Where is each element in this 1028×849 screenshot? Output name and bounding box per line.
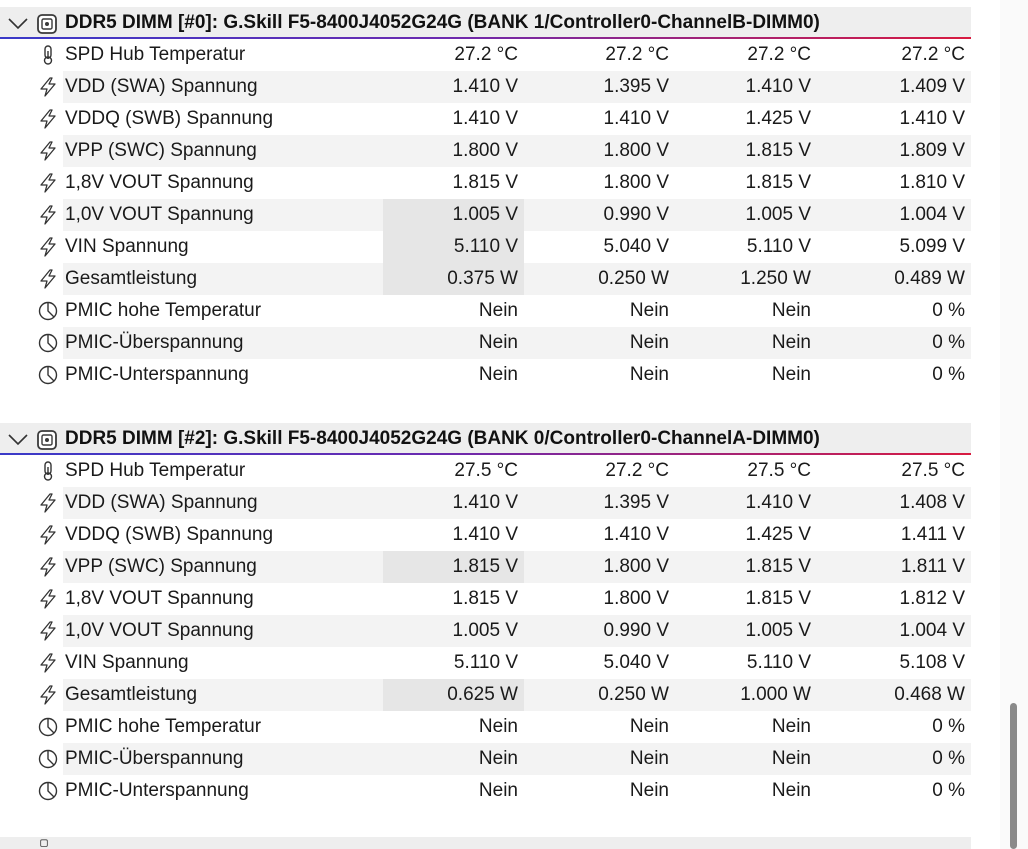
sensor-label: 1,8V VOUT Spannung <box>65 172 254 193</box>
max-value: 1.250 W <box>740 268 811 289</box>
min-value: 1.800 V <box>603 172 669 193</box>
thermometer-icon <box>37 44 59 66</box>
sensor-row[interactable] <box>0 775 971 807</box>
memory-chip-icon <box>35 12 59 36</box>
min-value: Nein <box>629 332 669 353</box>
avg-value: 5.099 V <box>899 236 965 257</box>
group-title: DDR5 DIMM [#2]: G.Skill F5-8400J4052G24G (BANK 0/Controller0-ChannelA-DIMM0) <box>65 428 820 449</box>
avg-value: 1.411 V <box>900 524 965 545</box>
current-value: Nein <box>478 780 518 801</box>
max-value: Nein <box>771 332 811 353</box>
avg-value: 0 % <box>932 716 965 737</box>
min-value: Nein <box>629 716 669 737</box>
clock-icon <box>37 300 59 322</box>
min-value: 27.2 °C <box>605 460 669 481</box>
max-value: 1.005 V <box>745 620 811 641</box>
lightning-icon <box>37 652 59 674</box>
clock-icon <box>37 716 59 738</box>
sensor-row[interactable] <box>0 455 971 487</box>
sensor-row[interactable] <box>0 359 971 391</box>
lightning-icon <box>37 556 59 578</box>
group-header[interactable] <box>0 7 971 39</box>
avg-value: 0 % <box>932 332 965 353</box>
scrollbar-thumb[interactable] <box>1010 703 1017 849</box>
current-value: Nein <box>478 748 518 769</box>
sensor-row[interactable] <box>0 551 971 583</box>
sensor-label: VDDQ (SWB) Spannung <box>65 108 274 129</box>
max-value: 1.000 W <box>740 684 811 705</box>
avg-value: 1.410 V <box>899 108 965 129</box>
max-value: 1.815 V <box>745 556 811 577</box>
sensor-label: VPP (SWC) Spannung <box>65 140 257 161</box>
max-value: 1.425 V <box>745 108 811 129</box>
max-value: Nein <box>771 780 811 801</box>
sensor-row[interactable] <box>0 39 971 71</box>
sensor-row[interactable] <box>0 263 971 295</box>
lightning-icon <box>37 204 59 226</box>
lightning-icon <box>37 140 59 162</box>
max-value: 1.005 V <box>745 204 811 225</box>
max-value: 1.815 V <box>745 140 811 161</box>
sensor-label: VDD (SWA) Spannung <box>65 76 258 97</box>
sensor-row[interactable] <box>0 583 971 615</box>
thermometer-icon <box>37 460 59 482</box>
sensor-row[interactable] <box>0 615 971 647</box>
max-value: Nein <box>771 716 811 737</box>
avg-value: 1.809 V <box>899 140 965 161</box>
lightning-icon <box>37 236 59 258</box>
avg-value: 27.5 °C <box>901 460 965 481</box>
sensor-label: VDD (SWA) Spannung <box>65 492 258 513</box>
sensor-row[interactable] <box>0 103 971 135</box>
min-value: 1.800 V <box>603 556 669 577</box>
sensor-label: 1,8V VOUT Spannung <box>65 588 254 609</box>
sensor-label: SPD Hub Temperatur <box>65 460 246 481</box>
sensor-row[interactable] <box>0 71 971 103</box>
group-title: DDR5 DIMM [#0]: G.Skill F5-8400J4052G24G (BANK 1/Controller0-ChannelB-DIMM0) <box>65 12 820 33</box>
avg-value: 0 % <box>932 748 965 769</box>
min-value: 0.990 V <box>603 620 669 641</box>
min-value: Nein <box>629 300 669 321</box>
avg-value: 1.408 V <box>899 492 965 513</box>
max-value: 5.110 V <box>746 652 811 673</box>
next-group-header[interactable] <box>0 837 971 849</box>
sensor-label: VIN Spannung <box>65 652 189 673</box>
sensor-row[interactable] <box>0 487 971 519</box>
max-value: 1.815 V <box>745 588 811 609</box>
min-value: Nein <box>629 364 669 385</box>
min-value: 27.2 °C <box>605 44 669 65</box>
max-value: 1.410 V <box>745 492 811 513</box>
min-value: 1.410 V <box>603 108 669 129</box>
avg-value: 0.468 W <box>894 684 965 705</box>
avg-value: 0 % <box>932 364 965 385</box>
avg-value: 0.489 W <box>894 268 965 289</box>
sensor-row[interactable] <box>0 711 971 743</box>
max-value: Nein <box>771 364 811 385</box>
sensor-label: PMIC-Überspannung <box>65 748 244 769</box>
avg-value: 1.810 V <box>899 172 965 193</box>
lightning-icon <box>37 76 59 98</box>
max-value: 1.410 V <box>745 76 811 97</box>
sensor-label: 1,0V VOUT Spannung <box>65 620 254 641</box>
current-value: 1.410 V <box>452 492 518 513</box>
avg-value: 0 % <box>932 300 965 321</box>
sensor-label: PMIC hohe Temperatur <box>65 716 262 737</box>
sensor-label: Gesamtleistung <box>65 268 198 289</box>
max-value: 27.2 °C <box>747 44 811 65</box>
clock-icon <box>37 332 59 354</box>
sensor-row[interactable] <box>0 647 971 679</box>
current-value: Nein <box>478 364 518 385</box>
current-value: 1.800 V <box>452 140 518 161</box>
max-value: 1.425 V <box>745 524 811 545</box>
max-value: 27.5 °C <box>747 460 811 481</box>
max-value: Nein <box>771 748 811 769</box>
lightning-icon <box>37 524 59 546</box>
min-value: 1.395 V <box>603 76 669 97</box>
sensor-row[interactable] <box>0 135 971 167</box>
min-value: 0.990 V <box>603 204 669 225</box>
sensor-label: PMIC hohe Temperatur <box>65 300 262 321</box>
lightning-icon <box>37 268 59 290</box>
min-value: Nein <box>629 780 669 801</box>
sensor-group <box>0 423 971 807</box>
sensor-row[interactable] <box>0 167 971 199</box>
min-value: 1.800 V <box>603 588 669 609</box>
sensor-row[interactable] <box>0 231 971 263</box>
sensor-label: Gesamtleistung <box>65 684 198 705</box>
current-value: 1.815 V <box>383 551 524 583</box>
avg-value: 1.811 V <box>900 556 965 577</box>
current-value: 0.625 W <box>383 679 524 711</box>
sensor-label: VPP (SWC) Spannung <box>65 556 257 577</box>
current-value: 1.815 V <box>452 588 518 609</box>
min-value: 0.250 W <box>598 684 669 705</box>
avg-value: 1.004 V <box>899 204 965 225</box>
sensor-row[interactable] <box>0 199 971 231</box>
sensor-group <box>0 7 971 391</box>
sensor-row[interactable] <box>0 327 971 359</box>
lightning-icon <box>37 684 59 706</box>
memory-chip-icon <box>35 428 59 452</box>
current-value: 1.815 V <box>452 172 518 193</box>
min-value: Nein <box>629 748 669 769</box>
lightning-icon <box>37 108 59 130</box>
sensor-row[interactable] <box>0 519 971 551</box>
chevron-down-icon[interactable] <box>6 431 30 449</box>
sensor-label: 1,0V VOUT Spannung <box>65 204 254 225</box>
current-value: 1.410 V <box>452 76 518 97</box>
avg-value: 5.108 V <box>899 652 965 673</box>
min-value: 5.040 V <box>603 652 669 673</box>
avg-value: 27.2 °C <box>901 44 965 65</box>
avg-value: 1.409 V <box>899 76 965 97</box>
chip-icon <box>35 839 53 849</box>
lightning-icon <box>37 588 59 610</box>
current-value: 5.110 V <box>453 652 518 673</box>
min-value: 1.410 V <box>603 524 669 545</box>
min-value: 1.395 V <box>603 492 669 513</box>
min-value: 0.250 W <box>598 268 669 289</box>
lightning-icon <box>37 492 59 514</box>
clock-icon <box>37 780 59 802</box>
current-value: 27.2 °C <box>454 44 518 65</box>
current-value: 5.110 V <box>383 231 524 263</box>
current-value: 1.410 V <box>452 108 518 129</box>
min-value: 1.800 V <box>603 140 669 161</box>
sensor-label: PMIC-Unterspannung <box>65 780 249 801</box>
current-value: Nein <box>478 716 518 737</box>
chevron-down-icon[interactable] <box>6 15 30 33</box>
lightning-icon <box>37 172 59 194</box>
sensor-label: PMIC-Überspannung <box>65 332 244 353</box>
avg-value: 0 % <box>932 780 965 801</box>
sensor-row[interactable] <box>0 743 971 775</box>
sensor-label: VIN Spannung <box>65 236 189 257</box>
group-header[interactable] <box>0 423 971 455</box>
sensor-row[interactable] <box>0 679 971 711</box>
clock-icon <box>37 364 59 386</box>
clock-icon <box>37 748 59 770</box>
lightning-icon <box>37 620 59 642</box>
group-spacer <box>63 391 971 423</box>
current-value: 27.5 °C <box>454 460 518 481</box>
max-value: Nein <box>771 300 811 321</box>
current-value: 1.005 V <box>383 199 524 231</box>
max-value: 1.815 V <box>745 172 811 193</box>
sensor-label: PMIC-Unterspannung <box>65 364 249 385</box>
min-value: 5.040 V <box>603 236 669 257</box>
max-value: 5.110 V <box>746 236 811 257</box>
current-value: 1.005 V <box>452 620 518 641</box>
avg-value: 1.004 V <box>899 620 965 641</box>
current-value: 1.410 V <box>452 524 518 545</box>
current-value: Nein <box>478 332 518 353</box>
current-value: Nein <box>478 300 518 321</box>
avg-value: 1.812 V <box>899 588 965 609</box>
current-value: 0.375 W <box>383 263 524 295</box>
sensor-label: VDDQ (SWB) Spannung <box>65 524 274 545</box>
sensor-row[interactable] <box>0 295 971 327</box>
sensor-label: SPD Hub Temperatur <box>65 44 246 65</box>
